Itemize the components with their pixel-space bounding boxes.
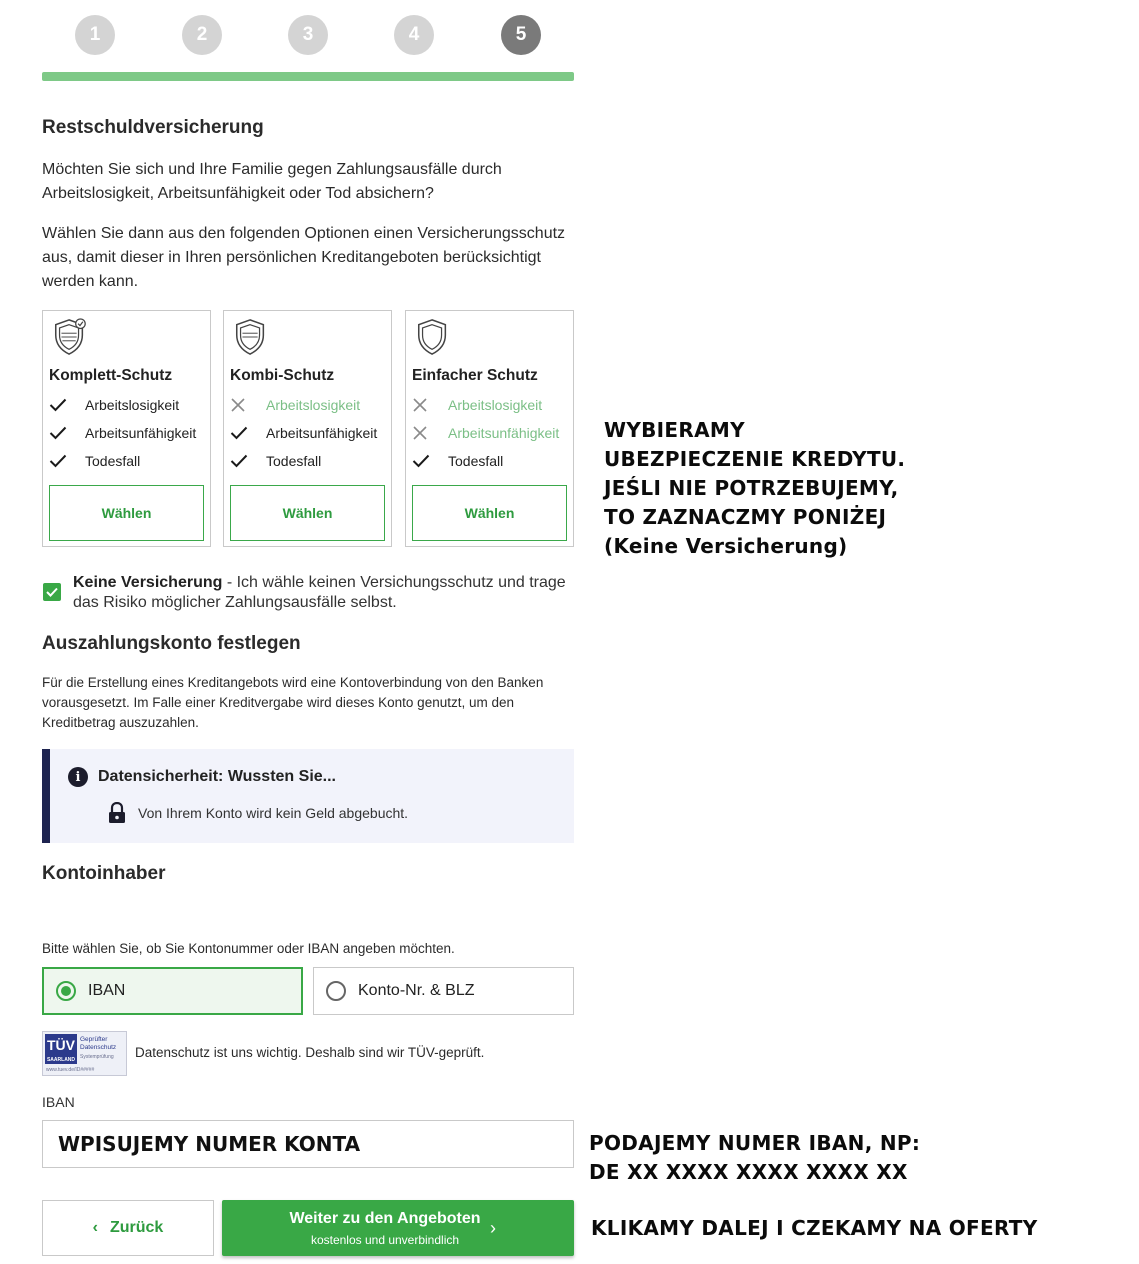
tuv-logo: TÜV SAARLAND <box>45 1034 77 1064</box>
checkmark-icon <box>46 587 58 597</box>
back-label: Zurück <box>109 1219 164 1236</box>
check-icon <box>49 395 71 415</box>
data-security-infobox <box>42 749 574 843</box>
iban-label: IBAN <box>42 1094 75 1110</box>
feature-label: Todesfall <box>266 453 322 469</box>
choose-komplett-button[interactable]: Wählen <box>49 485 204 541</box>
payout-description: Für die Erstellung eines Kreditangebots wird eine Kontoverbindung von den Banken vorausgesetzt. Im Falle einer Kreditvergabe wird dieses Konto genutzt, um den Kreditbetrag auszuzahlen. <box>42 675 544 730</box>
insurance-card-einfach <box>405 310 574 547</box>
radio-iban-label: IBAN <box>88 982 126 999</box>
radio-selected-indicator <box>56 981 76 1001</box>
cross-icon <box>412 395 434 415</box>
note-line: JEŚLI NIE POTRZEBUJEMY, <box>604 476 899 500</box>
lock-icon <box>108 802 126 824</box>
step-5-active: 5 <box>501 15 541 55</box>
note-line: TO ZAZNACZMY PONIŻEJ <box>604 505 887 529</box>
tuv-url: www.tuev.de/ID##### <box>46 1067 95 1073</box>
insurance-intro: Möchten Sie sich und Ihre Familie gegen Zahlungsausfälle durch Arbeitslosigkeit, Arbeitsunfähigkeit oder Tod absichern? <box>42 161 502 202</box>
feature-label: Arbeitsunfähigkeit <box>448 425 560 441</box>
radio-konto-blz[interactable] <box>313 967 574 1015</box>
cross-icon <box>412 423 434 443</box>
note-line: WYBIERAMY <box>604 418 745 442</box>
info-title: Datensicherheit: Wussten Sie... <box>98 768 336 785</box>
insurance-card-komplett <box>42 310 211 547</box>
choose-kombi-button[interactable]: Wählen <box>230 485 385 541</box>
radio-indicator <box>326 981 346 1001</box>
feature-item <box>49 423 196 443</box>
shield-check-icon <box>51 317 89 357</box>
back-button[interactable] <box>42 1200 214 1256</box>
feature-label: Todesfall <box>448 453 504 469</box>
feature-item <box>230 423 377 443</box>
no-insurance-text: - Ich wähle keinen Versichungsschutz und trage das Risiko möglicher Zahlungsausfälle selbst. <box>73 574 566 611</box>
note-line: DE XX XXXX XXXX XXXX XX <box>589 1160 908 1184</box>
choose-einfach-button[interactable]: Wählen <box>412 485 567 541</box>
shield-icon <box>414 317 452 357</box>
check-icon <box>412 451 434 471</box>
radio-iban[interactable] <box>42 967 303 1015</box>
check-icon <box>49 451 71 471</box>
feature-label: Todesfall <box>85 453 141 469</box>
check-icon <box>49 423 71 443</box>
step-1: 1 <box>75 15 115 55</box>
next-button[interactable] <box>222 1200 574 1256</box>
account-choose-text: Bitte wählen Sie, ob Sie Kontonummer oder IBAN angeben möchten. <box>42 941 455 956</box>
chevron-right-icon: › <box>490 1218 496 1238</box>
feature-label: Arbeitsunfähigkeit <box>85 425 197 441</box>
note-iban <box>589 1129 920 1187</box>
tuv-subtitle: Systemprüfung <box>80 1054 114 1060</box>
card-title: Einfacher Schutz <box>412 367 538 384</box>
payout-title: Auszahlungskonto festlegen <box>42 633 301 654</box>
card-title: Komplett-Schutz <box>49 367 173 384</box>
feature-item <box>230 395 360 415</box>
no-insurance-checkbox[interactable] <box>43 583 61 601</box>
insurance-instruction: Wählen Sie dann aus den folgenden Optionen einen Versicherungsschutz aus, damit dieser in Ihren persönlichen Kreditangeboten berücksichtigt werden kann. <box>42 225 566 290</box>
note-line: UBEZPIECZENIE KREDYTU. <box>604 447 906 471</box>
tuv-seal <box>42 1031 127 1076</box>
note-line: PODAJEMY NUMER IBAN, NP: <box>589 1131 921 1155</box>
no-insurance-bold: Keine Versicherung <box>73 574 223 591</box>
note-next: KLIKAMY DALEJ I CZEKAMY NA OFERTY <box>591 1216 1038 1240</box>
feature-item <box>412 395 542 415</box>
feature-item <box>49 395 179 415</box>
info-text: Von Ihrem Konto wird kein Geld abgebucht. <box>138 805 409 821</box>
radio-konto-label: Konto-Nr. & BLZ <box>358 982 475 999</box>
feature-label: Arbeitsunfähigkeit <box>266 425 378 441</box>
insurance-card-kombi <box>223 310 392 547</box>
no-insurance-label[interactable] <box>73 573 578 613</box>
step-3: 3 <box>288 15 328 55</box>
feature-label: Arbeitslosigkeit <box>448 397 543 413</box>
check-icon <box>230 451 252 471</box>
iban-input[interactable] <box>42 1120 574 1168</box>
feature-item <box>412 451 503 471</box>
feature-label: Arbeitslosigkeit <box>266 397 361 413</box>
step-2: 2 <box>182 15 222 55</box>
feature-item <box>230 451 321 471</box>
card-title: Kombi-Schutz <box>230 367 335 384</box>
feature-item <box>49 451 140 471</box>
next-sublabel: kostenlos und unverbindlich <box>310 1233 460 1247</box>
step-4: 4 <box>394 15 434 55</box>
next-label: Weiter zu den Angeboten <box>289 1210 481 1227</box>
shield-icon <box>232 317 270 357</box>
check-icon <box>230 423 252 443</box>
cross-icon <box>230 395 252 415</box>
chevron-left-icon: ‹ <box>92 1219 98 1236</box>
note-insurance <box>604 416 905 561</box>
note-line: (Keine Versicherung) <box>604 534 848 558</box>
feature-item <box>412 423 559 443</box>
insurance-title: Restschuldversicherung <box>42 117 264 138</box>
feature-label: Arbeitslosigkeit <box>85 397 180 413</box>
tuv-text: Datenschutz ist uns wichtig. Deshalb sind wir TÜV-geprüft. <box>135 1045 485 1060</box>
account-holder-title: Kontoinhaber <box>42 863 166 884</box>
info-icon: i <box>68 767 88 787</box>
tuv-title: Geprüfter Datenschutz <box>80 1036 117 1051</box>
progress-bar <box>42 72 574 81</box>
